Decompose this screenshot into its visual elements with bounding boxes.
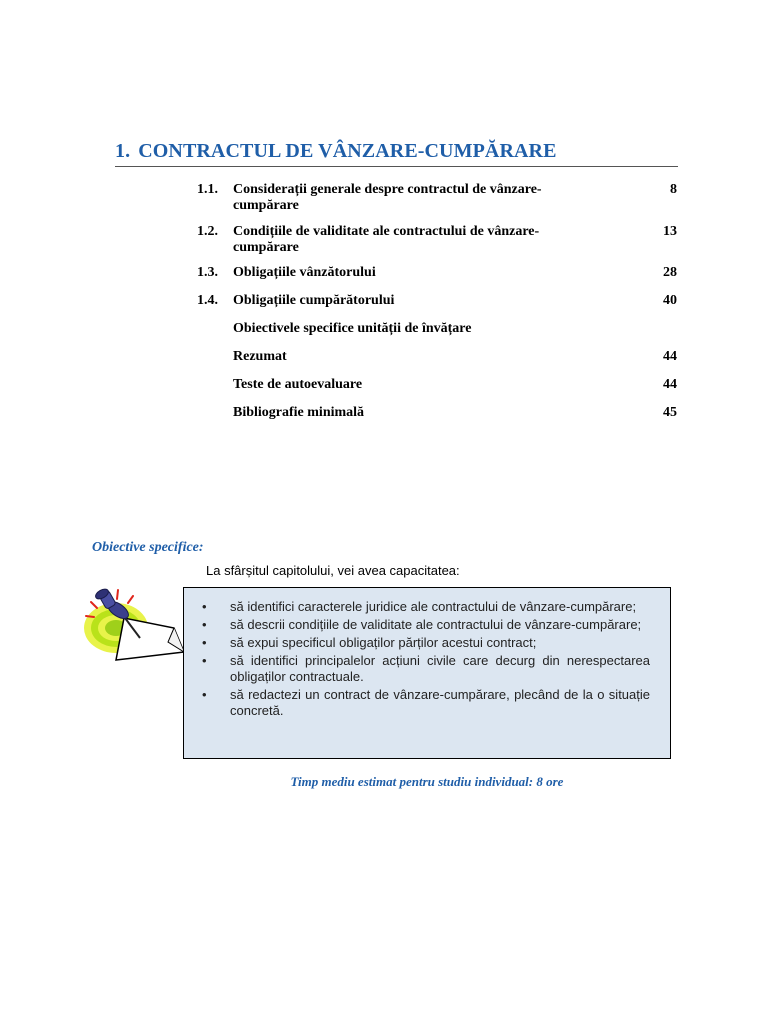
bullet-dot-icon: • — [202, 617, 207, 632]
objective-text: să expui specificul obligaților părților acestui contract; — [230, 635, 537, 650]
toc-item-page: 8 — [670, 182, 677, 197]
objective-text: să descrii condițiile de validitate ale contractului de vânzare-cumpărare; — [230, 617, 642, 632]
pushpin-note-icon — [82, 584, 186, 664]
bullet-dot-icon: • — [202, 599, 207, 614]
toc-item-title: Obligațiile cumpărătorului — [233, 293, 395, 308]
toc-item-page: 45 — [663, 405, 677, 420]
toc-item-title: Obligațiile vânzătorului — [233, 265, 376, 280]
toc-item-page: 13 — [663, 224, 677, 239]
toc-item-title: Obiectivele specifice unității de învățare — [233, 321, 472, 336]
objectives-intro: La sfârșitul capitolului, vei avea capacitatea: — [206, 563, 460, 578]
toc-item-title: Condițiile de validitate ale contractului de vânzare-cumpărare — [233, 224, 540, 255]
bullet-dot-icon: • — [202, 635, 207, 650]
objectives-box — [183, 587, 671, 759]
toc-item-number: 1.3. — [197, 265, 218, 280]
objective-item — [198, 653, 650, 685]
toc-item-page: 44 — [663, 349, 677, 364]
objectives-list — [198, 599, 650, 721]
chapter-title — [115, 140, 678, 167]
time-estimate: Timp mediu estimat pentru studiu individual: 8 ore — [290, 774, 564, 789]
toc-item-page: 40 — [663, 293, 677, 308]
toc-item-title: Bibliografie minimală — [233, 405, 365, 420]
objective-text: să identifici principalelor acțiuni civile care decurg din nerespectarea obligaților contractuale. — [230, 653, 650, 684]
toc-item-page: 28 — [663, 265, 677, 280]
objectives-heading: Obiective specifice: — [92, 540, 204, 555]
objective-item — [198, 635, 650, 651]
toc-item-page: 44 — [663, 377, 677, 392]
bullet-dot-icon: • — [202, 687, 207, 702]
chapter-number: 1. — [115, 140, 131, 162]
objective-item — [198, 687, 650, 719]
toc-item-number: 1.1. — [197, 182, 218, 197]
chapter-title-text: CONTRACTUL DE VÂNZARE-CUMPĂRARE — [138, 140, 557, 162]
toc-item-title: Teste de autoevaluare — [233, 377, 363, 392]
toc-item-title: Rezumat — [233, 349, 287, 364]
bullet-dot-icon: • — [202, 653, 207, 668]
objective-item — [198, 599, 650, 615]
toc-item-number: 1.4. — [197, 293, 218, 308]
objective-text: să identifici caracterele juridice ale contractului de vânzare-cumpărare; — [230, 599, 637, 614]
objective-item — [198, 617, 650, 633]
toc-item-number: 1.2. — [197, 224, 218, 239]
objective-text: să redactezi un contract de vânzare-cumpărare, plecând de la o situație concretă. — [230, 687, 650, 718]
toc-item-title: Considerații generale despre contractul de vânzare-cumpărare — [233, 182, 542, 213]
